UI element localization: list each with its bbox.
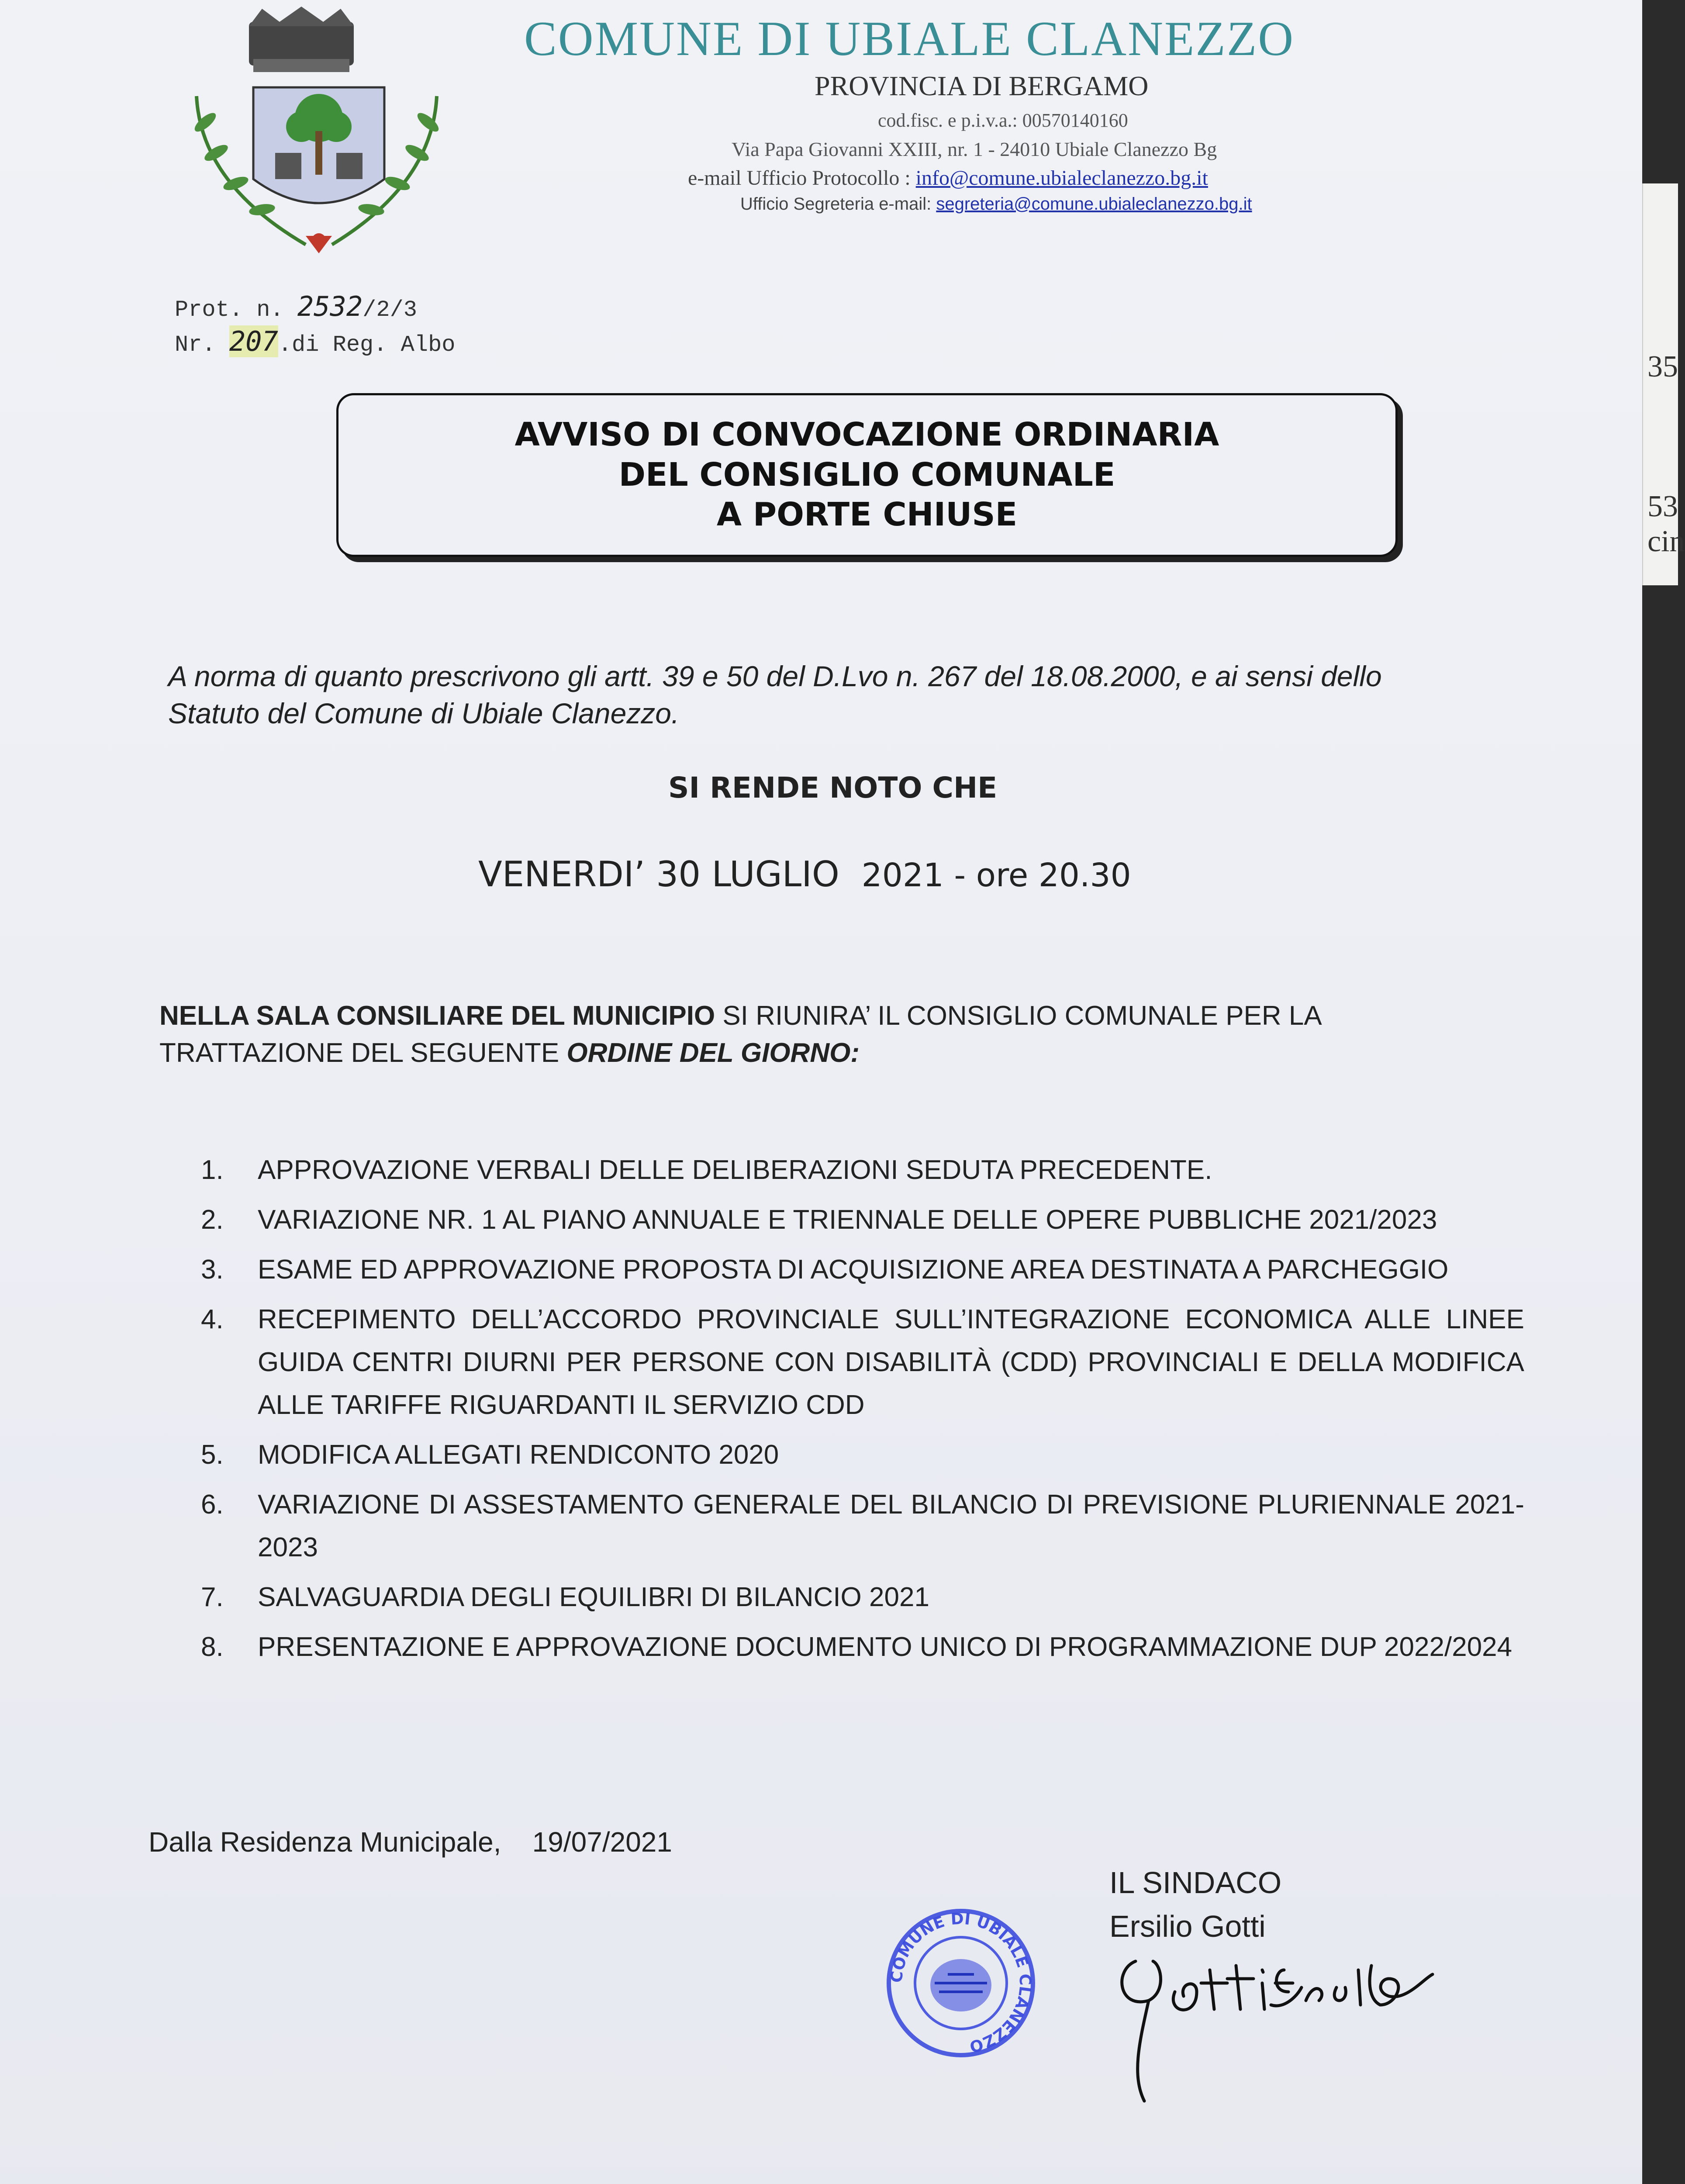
secretary-email-label: Ufficio Segreteria e-mail: (740, 194, 936, 214)
protocol-email-line (688, 166, 1208, 190)
agenda-item (201, 1626, 1524, 1669)
protocol-number (175, 290, 417, 323)
title-line-2: DEL CONSIGLIO COMUNALE (618, 456, 1115, 494)
title-line-1: AVVISO DI CONVOCAZIONE ORDINARIA (514, 415, 1219, 453)
background-sheet (1642, 183, 1685, 585)
agenda-item-number: 5. (201, 1440, 224, 1470)
agenda-item-number: 4. (201, 1304, 224, 1334)
register-suffix: .di Reg. Albo (278, 332, 456, 358)
agenda-item-text: APPROVAZIONE VERBALI DELLE DELIBERAZIONI SEDUTA PRECEDENTE. (258, 1155, 1212, 1185)
municipal-crest-icon (175, 9, 463, 271)
agenda-item-text: MODIFICA ALLEGATI RENDICONTO 2020 (258, 1440, 779, 1470)
agenda-label: ORDINE DEL GIORNO: (566, 1038, 860, 1068)
secretary-email-link[interactable]: segreteria@comune.ubialeclanezzo.bg.it (936, 194, 1252, 214)
tax-code: cod.fisc. e p.i.v.a.: 00570140160 (878, 110, 1128, 131)
agenda-item-text: PRESENTAZIONE E APPROVAZIONE DOCUMENTO UNICO DI PROGRAMMAZIONE DUP 2022/2024 (258, 1632, 1512, 1662)
agenda-item-text: ESAME ED APPROVAZIONE PROPOSTA DI ACQUISIZIONE AREA DESTINATA A PARCHEGGIO (258, 1254, 1449, 1285)
address: Via Papa Giovanni XXIII, nr. 1 - 24010 Ubiale Clanezzo Bg (732, 138, 1217, 160)
title-box (336, 393, 1398, 557)
agenda-item-text: VARIAZIONE NR. 1 AL PIANO ANNUALE E TRIENNALE DELLE OPERE PUBBLICHE 2021/2023 (258, 1205, 1437, 1235)
location-bold: NELLA SALA CONSILIARE DEL MUNICIPIO (159, 1001, 715, 1031)
intro-line-2: Statuto del Comune di Ubiale Clanezzo. (168, 697, 680, 729)
protocol-label: Prot. n. (175, 297, 284, 323)
agenda-item-number: 2. (201, 1205, 224, 1235)
municipality-name: COMUNE DI UBIALE CLANEZZO (524, 12, 1295, 66)
location-rest: SI RIUNIRA’ IL CONSIGLIO COMUNALE PER LA (715, 1001, 1322, 1031)
meeting-day: VENERDI’ 30 LUGLIO (478, 854, 839, 895)
official-stamp-icon (882, 1904, 1039, 2062)
agenda-list (201, 1149, 1524, 1676)
agenda-item-number: 1. (201, 1155, 224, 1185)
meeting-time: 2021 - ore 20.30 (861, 857, 1131, 894)
agenda-item (201, 1199, 1524, 1241)
background-fragment-2: 53 (1647, 490, 1678, 523)
agenda-item-text: SALVAGUARDIA DEGLI EQUILIBRI DI BILANCIO 2021 (258, 1582, 929, 1612)
agenda-item-number: 6. (201, 1489, 224, 1520)
intro-line-1: A norma di quanto prescrivono gli artt. 39 e 50 del D.Lvo n. 267 del 18.08.2000, e ai sensi dello (168, 660, 1382, 692)
title-line-3: A PORTE CHIUSE (716, 496, 1018, 534)
background-fragment-1: 35 (1647, 350, 1678, 384)
agenda-item-number: 8. (201, 1632, 224, 1662)
location-line2-start: TRATTAZIONE DEL SEGUENTE (159, 1038, 567, 1068)
agenda-item (201, 1483, 1524, 1569)
register-label: Nr. (175, 332, 216, 358)
footer-place (148, 1826, 672, 1858)
agenda-item (201, 1298, 1524, 1427)
meeting-datetime (478, 854, 1131, 895)
background-fragment-3: cin (1647, 525, 1685, 558)
mayor-signature-icon (1109, 1944, 1441, 2110)
agenda-item-number: 3. (201, 1254, 224, 1285)
secretary-email-line (740, 194, 1252, 214)
register-handwritten-number: 207 (229, 325, 278, 357)
protocol-email-link[interactable]: info@comune.ubialeclanezzo.bg.it (915, 166, 1208, 190)
agenda-item-number: 7. (201, 1582, 224, 1612)
location-line-2 (159, 1037, 860, 1068)
province-name: PROVINCIA DI BERGAMO (815, 70, 1149, 101)
agenda-item-text: VARIAZIONE DI ASSESTAMENTO GENERALE DEL BILANCIO DI PREVISIONE PLURIENNALE 2021-2023 (258, 1489, 1524, 1562)
stamp-text: COMUNE DI UBIALE CLANEZZO (887, 1910, 1034, 2056)
agenda-item (201, 1248, 1524, 1291)
agenda-item-text: RECEPIMENTO DELL’ACCORDO PROVINCIALE SULL’INTEGRAZIONE ECONOMICA ALLE LINEE GUIDA CENTRI DIURNI PER PERSONE CON DISABILITÀ (CDD) PROVINCIALI E DELLA MODIFICA ALLE TARIFFE RIGUARDANTI IL SERVIZIO CDD (258, 1304, 1524, 1420)
protocol-suffix: /2/3 (363, 297, 417, 323)
agenda-item (201, 1434, 1524, 1476)
notice-heading: SI RENDE NOTO CHE (668, 771, 998, 805)
footer-date: 19/07/2021 (532, 1826, 672, 1858)
mayor-role: IL SINDACO (1109, 1866, 1282, 1900)
agenda-item (201, 1576, 1524, 1619)
footer-place-text: Dalla Residenza Municipale, (148, 1826, 501, 1858)
mayor-block (1109, 1861, 1281, 1948)
location-line-1 (159, 1000, 1322, 1031)
register-number (175, 325, 456, 358)
agenda-item (201, 1149, 1524, 1192)
protocol-email-label: e-mail Ufficio Protocollo : (688, 166, 916, 190)
protocol-handwritten-number: 2532 (297, 290, 363, 322)
mayor-name: Ersilio Gotti (1109, 1909, 1266, 1943)
